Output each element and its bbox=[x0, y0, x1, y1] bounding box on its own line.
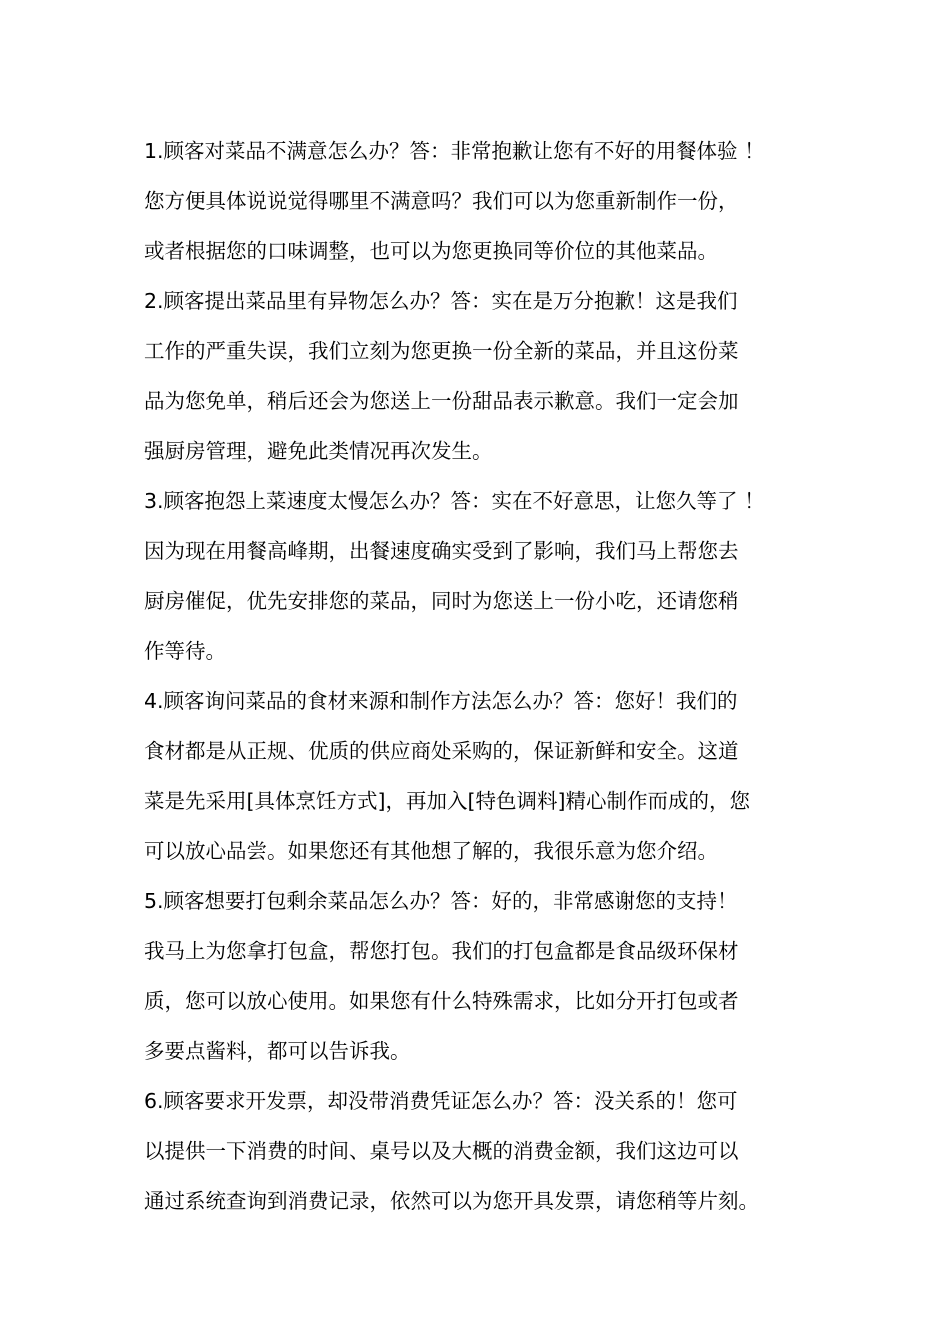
text-line: 2.顾客提出菜品里有异物怎么办？答：实在是万分抱歉！这是我们 bbox=[144, 289, 738, 313]
text-line: 您方便具体说说觉得哪里不满意吗？我们可以为您重新制作一份， bbox=[144, 189, 739, 213]
text-line: 3.顾客抱怨上菜速度太慢怎么办？答：实在不好意思，让您久等了 ！ bbox=[144, 489, 765, 513]
text-line: 6.顾客要求开发票，却没带消费凭证怎么办？答：没关系的！您可 bbox=[144, 1089, 738, 1113]
text-line: 食材都是从正规、优质的供应商处采购的，保证新鲜和安全。这道 bbox=[144, 739, 739, 763]
qa-item-3 bbox=[144, 476, 834, 676]
text-line: 因为现在用餐高峰期，出餐速度确实受到了影响，我们马上帮您去 bbox=[144, 539, 739, 563]
qa-item-1 bbox=[144, 126, 834, 276]
text-line: 4.顾客询问菜品的食材来源和制作方法怎么办？答：您好！我们的 bbox=[144, 689, 738, 713]
text-line: 1.顾客对菜品不满意怎么办？答：非常抱歉让您有不好的用餐体验 ！ bbox=[144, 139, 765, 163]
text-line: 我马上为您拿打包盒，帮您打包。我们的打包盒都是食品级环保材 bbox=[144, 939, 739, 963]
text-line: 菜是先采用[具体烹饪方式]，再加入[特色调料]精心制作而成的，您 bbox=[144, 789, 750, 813]
qa-item-2 bbox=[144, 276, 834, 476]
text-line: 强厨房管理，避免此类情况再次发生。 bbox=[144, 439, 493, 463]
text-line: 5.顾客想要打包剩余菜品怎么办？答：好的，非常感谢您的支持！ bbox=[144, 889, 738, 913]
text-line: 品为您免单，稍后还会为您送上一份甜品表示歉意。我们一定会加 bbox=[144, 389, 739, 413]
document-body bbox=[144, 126, 834, 1226]
qa-item-6 bbox=[144, 1076, 834, 1226]
text-line: 质，您可以放心使用。如果您有什么特殊需求，比如分开打包或者 bbox=[144, 989, 739, 1013]
text-line: 通过系统查询到消费记录，依然可以为您开具发票，请您稍等片刻。 bbox=[144, 1189, 759, 1213]
text-line: 作等待。 bbox=[144, 639, 226, 663]
qa-item-4 bbox=[144, 676, 834, 876]
text-line: 以提供一下消费的时间、桌号以及大概的消费金额，我们这边可以 bbox=[144, 1139, 739, 1163]
text-line: 多要点酱料，都可以告诉我。 bbox=[144, 1039, 411, 1063]
text-line: 可以放心品尝。如果您还有其他想了解的，我很乐意为您介绍。 bbox=[144, 839, 718, 863]
text-line: 或者根据您的口味调整，也可以为您更换同等价位的其他菜品。 bbox=[144, 239, 718, 263]
qa-item-5 bbox=[144, 876, 834, 1076]
text-line: 工作的严重失误，我们立刻为您更换一份全新的菜品，并且这份菜 bbox=[144, 339, 739, 363]
text-line: 厨房催促，优先安排您的菜品，同时为您送上一份小吃，还请您稍 bbox=[144, 589, 739, 613]
